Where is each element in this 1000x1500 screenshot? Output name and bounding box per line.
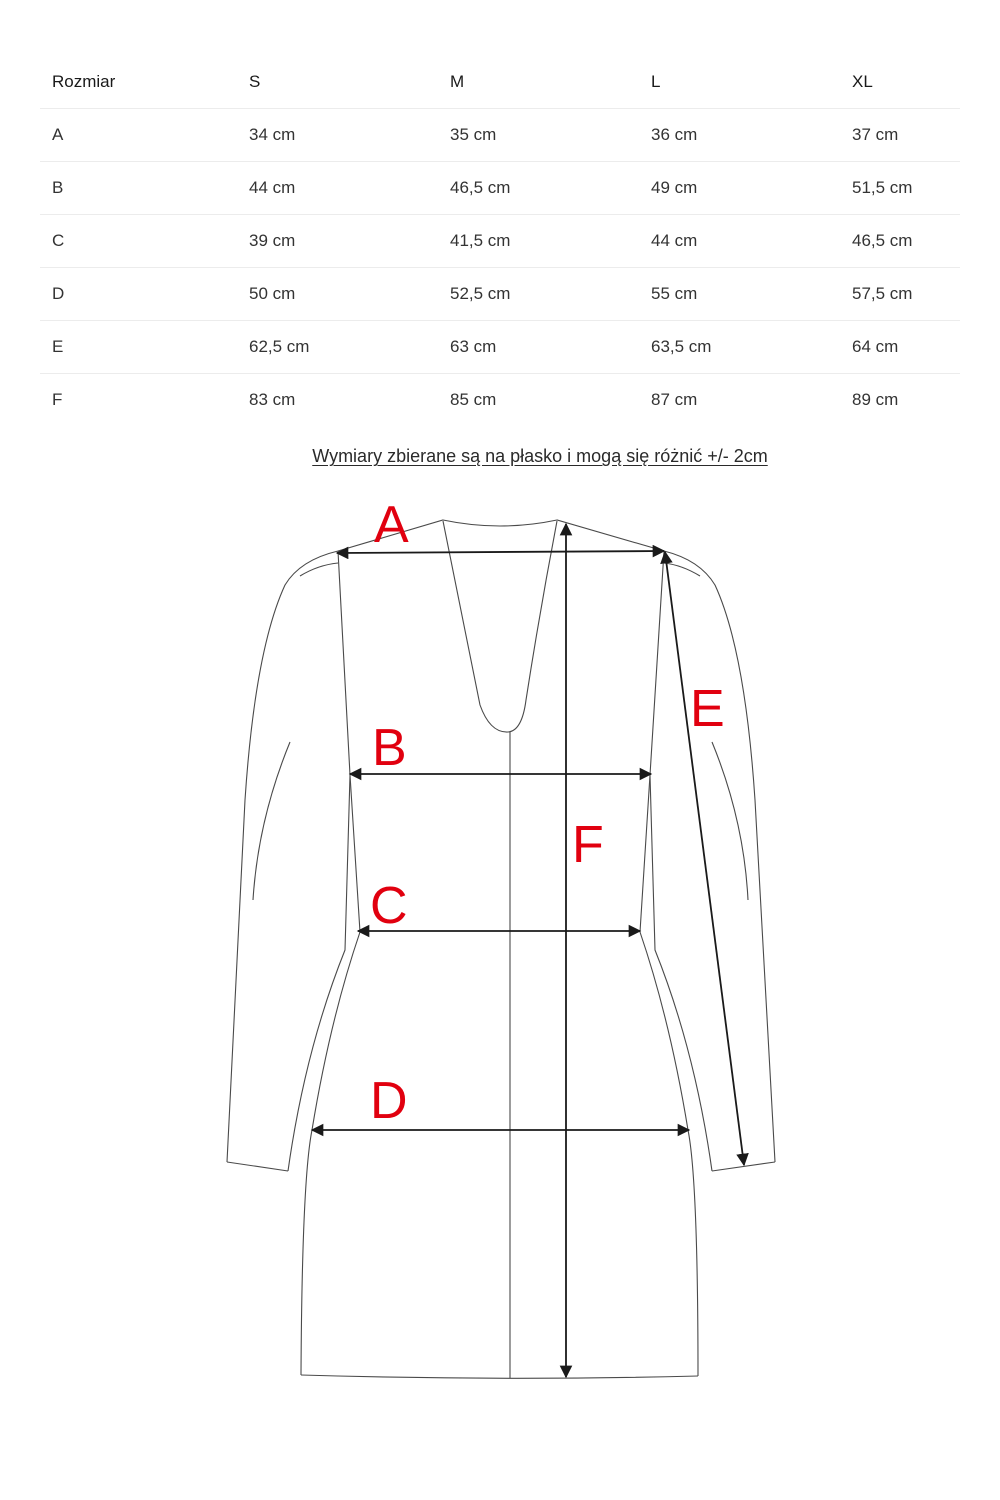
label-b: B xyxy=(372,719,407,777)
header-s: S xyxy=(237,56,438,109)
header-m: M xyxy=(438,56,639,109)
row-label: F xyxy=(52,390,63,409)
left-sleeve-pleat xyxy=(253,742,290,900)
table-cell: 37 cm xyxy=(840,109,960,162)
row-label: D xyxy=(40,268,237,321)
table-cell: 51,5 cm xyxy=(840,162,960,215)
left-sleeve-cuff xyxy=(227,1162,288,1171)
table-cell: 50 cm xyxy=(237,268,438,321)
table-cell: 62,5 cm xyxy=(237,321,438,374)
right-body-side xyxy=(640,551,698,1376)
table-cell: 39 cm xyxy=(237,215,438,268)
arrow-e xyxy=(665,552,744,1165)
header-l: L xyxy=(639,56,840,109)
left-body-side xyxy=(301,551,360,1375)
right-shoulder-gather xyxy=(664,563,700,576)
left-sleeve-outer xyxy=(227,551,338,1162)
table-cell: 49 cm xyxy=(639,162,840,215)
measure-arrows xyxy=(312,524,744,1377)
row-label: E xyxy=(40,321,237,374)
label-d: D xyxy=(370,1072,408,1130)
table-cell: 64 cm xyxy=(840,321,960,374)
right-sleeve-outer xyxy=(664,551,775,1162)
table-cell: 36 cm xyxy=(639,109,840,162)
dress-outline xyxy=(227,520,775,1378)
label-f: F xyxy=(572,816,604,874)
table-cell: 57,5 cm xyxy=(840,268,960,321)
label-e: E xyxy=(690,680,725,738)
table-cell: 46,5 cm xyxy=(438,162,639,215)
row-label: B xyxy=(40,162,237,215)
label-a: A xyxy=(374,496,409,554)
left-sleeve-inner xyxy=(288,775,350,1171)
right-sleeve-pleat xyxy=(712,742,748,900)
left-shoulder-gather xyxy=(300,563,338,576)
table-cell: 85 cm xyxy=(450,390,497,409)
table-cell: 87 cm xyxy=(651,390,698,409)
measurement-note: Wymiary zbierane są na płasko i mogą się różnić +/- 2cm xyxy=(312,446,768,466)
row-label: C xyxy=(40,215,237,268)
table-cell: 55 cm xyxy=(639,268,840,321)
label-c: C xyxy=(370,877,408,935)
header-rozmiar: Rozmiar xyxy=(40,56,237,109)
table-cell: 46,5 cm xyxy=(840,215,960,268)
table-cell: 83 cm xyxy=(249,390,296,409)
header-xl: XL xyxy=(840,56,960,109)
table-cell: 44 cm xyxy=(639,215,840,268)
row-label: A xyxy=(40,109,237,162)
measure-labels xyxy=(370,496,725,1130)
table-cell: 41,5 cm xyxy=(438,215,639,268)
table-cell: 52,5 cm xyxy=(438,268,639,321)
table-cell: 63 cm xyxy=(438,321,639,374)
table-cell: 44 cm xyxy=(237,162,438,215)
table-cell: 34 cm xyxy=(237,109,438,162)
table-cell: 35 cm xyxy=(438,109,639,162)
table-cell: 63,5 cm xyxy=(639,321,840,374)
hem xyxy=(301,1375,698,1378)
right-sleeve-inner xyxy=(650,775,712,1171)
table-cell: 89 cm xyxy=(852,390,899,409)
